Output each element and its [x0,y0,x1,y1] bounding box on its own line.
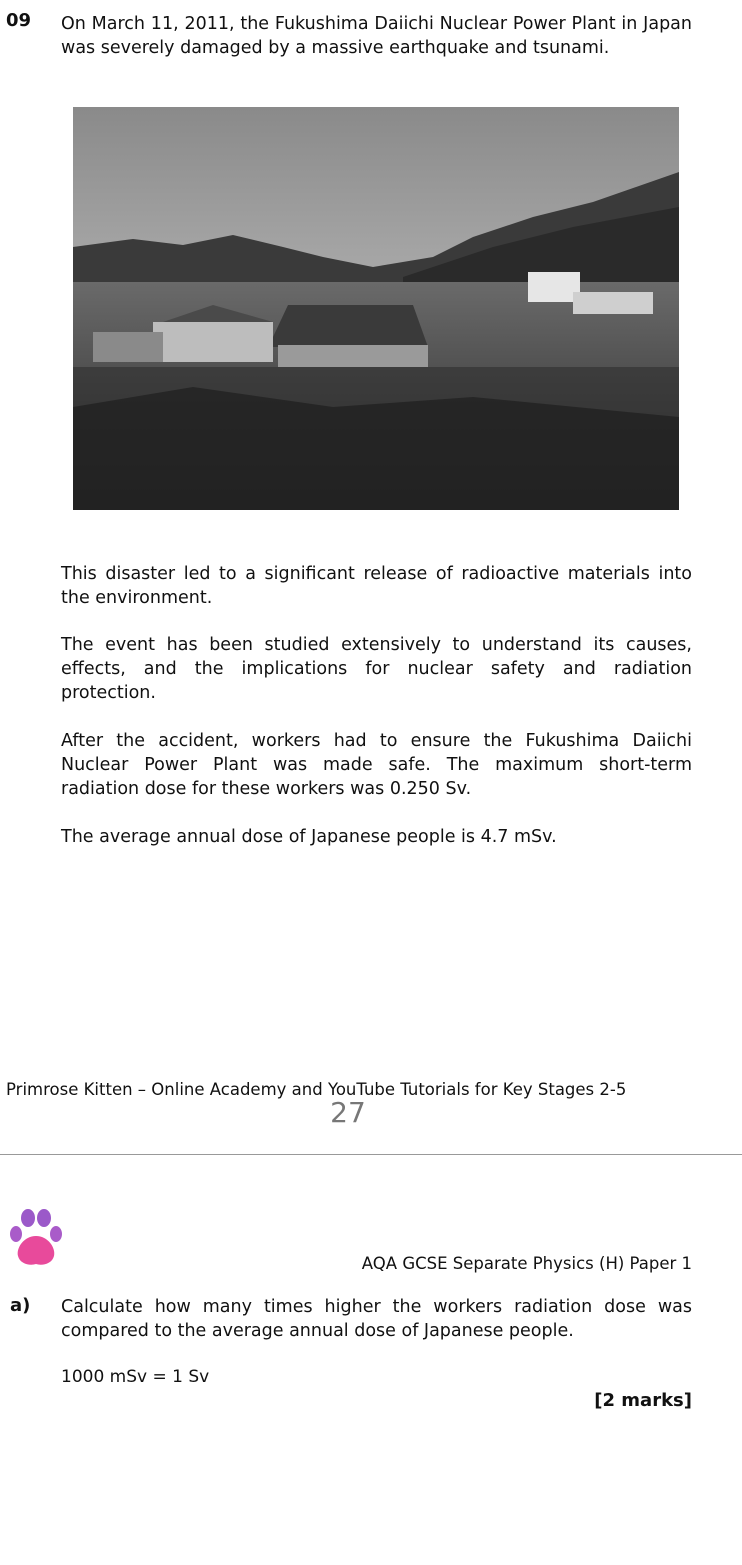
paragraph-workers: After the accident, workers had to ensure the Fukushima Daiichi Nuclear Power Plant was made safe. The maximum short-term radiation dose for these workers was 0.250 Sv. [61,731,692,799]
part-label: a) [10,1295,31,1316]
paper-header: AQA GCSE Separate Physics (H) Paper 1 [361,1254,692,1273]
paragraph-annual-dose: The average annual dose of Japanese people is 4.7 mSv. [61,827,557,847]
paragraph-release: This disaster led to a significant release of radioactive materials into the environment. [61,564,692,608]
part-question: Calculate how many times higher the workers radiation dose was compared to the average annual dose of Japanese people. [61,1297,692,1341]
page-divider [0,1154,742,1155]
paragraph-studied: The event has been studied extensively to understand its causes, effects, and the implications for nuclear safety and radiation protection. [61,635,692,703]
page-number: 27 [330,1096,366,1129]
question-number: 09 [6,10,32,31]
footer-text: Primrose Kitten – Online Academy and YouTube Tutorials for Key Stages 2-5 [6,1080,627,1099]
unit-conversion: 1000 mSv = 1 Sv [61,1367,210,1387]
disaster-photo [73,107,679,510]
marks-label: [2 marks] [594,1390,692,1411]
paw-logo-icon [8,1208,64,1268]
question-intro: On March 11, 2011, the Fukushima Daiichi Nuclear Power Plant in Japan was severely damaged by a massive earthquake and tsunami. [61,14,692,58]
